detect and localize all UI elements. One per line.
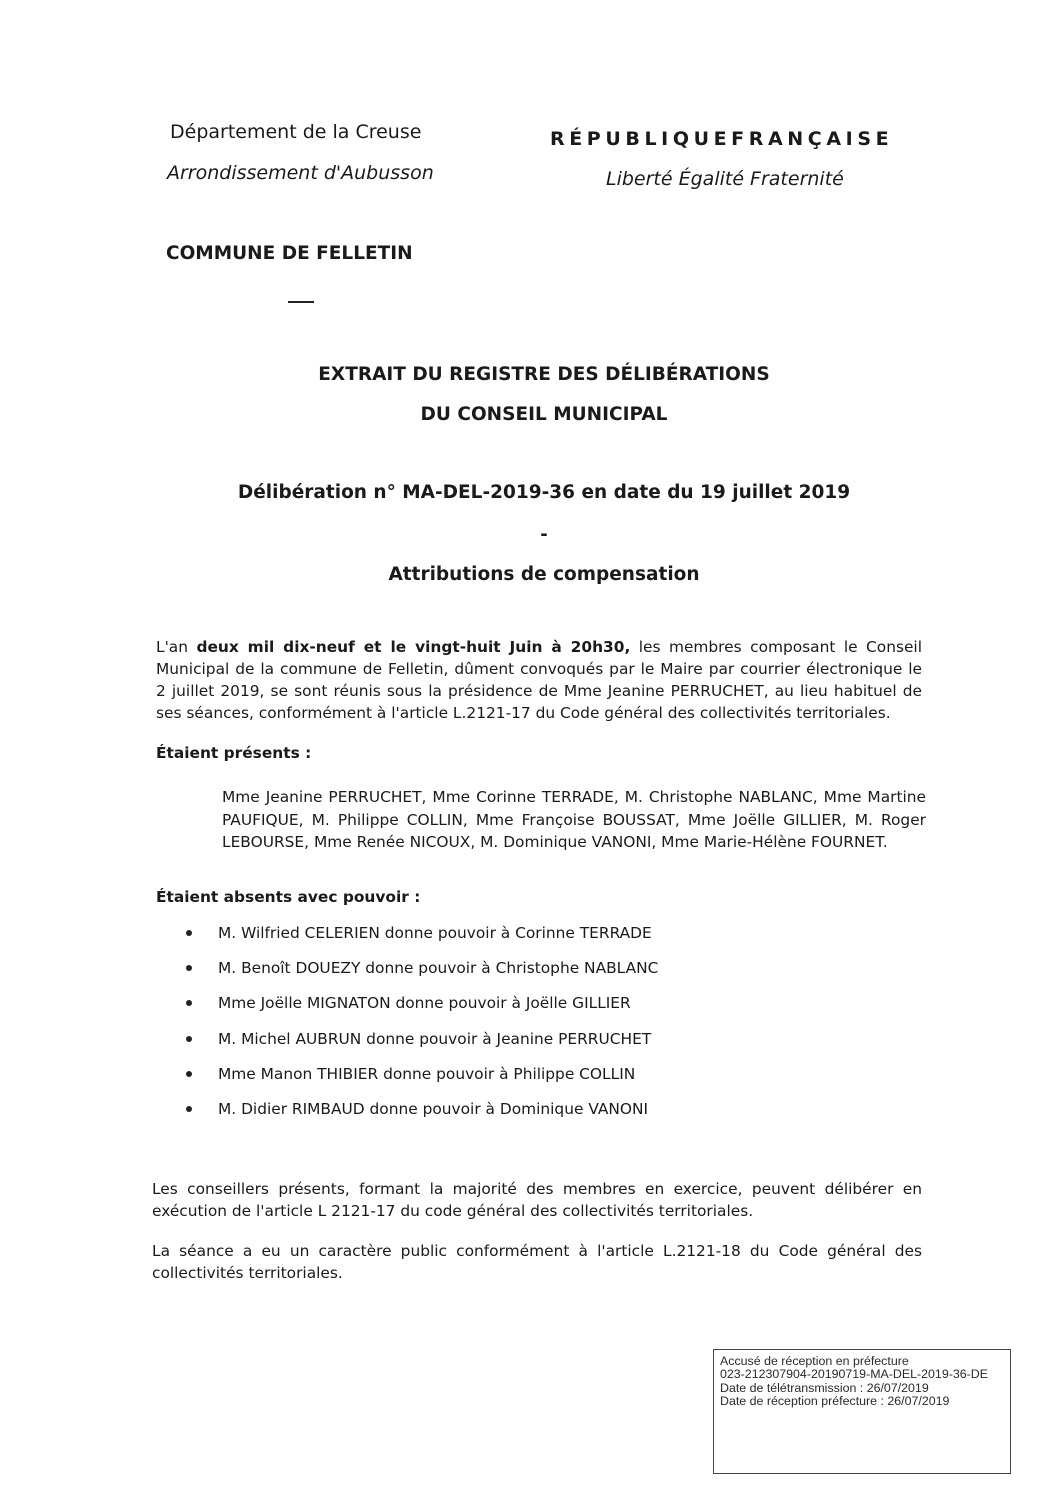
stamp-line-4: Date de réception préfecture : 26/07/2019 — [720, 1394, 950, 1409]
bullet-icon — [186, 1071, 192, 1077]
intro-date: deux mil dix-neuf et le vingt-huit Juin à 20h30, — [196, 638, 631, 656]
present-members: Mme Jeanine PERRUCHET, Mme Corinne TERRADE, M. Christophe NABLANC, Mme Martine PAUFIQUE, M. Philippe COLLIN, Mme Françoise BOUSSAT, Mme Joëlle GILLIER, M. Roger LEBOURSE, Mme Renée NICOUX, M. Dominique VANONI, Mme Marie-Hélène FOURNET. — [222, 788, 926, 851]
stamp-line-3: Date de télétransmission : 26/07/2019 — [720, 1380, 929, 1395]
list-item — [186, 924, 658, 959]
stamp-line-2: 023-212307904-20190719-MA-DEL-2019-36-DE — [720, 1367, 988, 1382]
bullet-icon — [186, 1000, 192, 1006]
deliberation-number: Délibération n° MA-DEL-2019-36 en date du 19 juillet 2019 — [237, 482, 851, 503]
intro-paragraph — [156, 636, 922, 724]
absent-list — [186, 924, 658, 1135]
republic-title: RÉPUBLIQUEFRANÇAISE — [550, 128, 894, 150]
absent-item-text: M. Michel AUBRUN donne pouvoir à Jeanine PERRUCHET — [218, 1029, 652, 1048]
bullet-icon — [186, 930, 192, 936]
present-label: Étaient présents : — [156, 744, 312, 762]
list-item — [186, 959, 658, 994]
header-divider — [288, 301, 314, 303]
absent-item-text: Mme Joëlle MIGNATON donne pouvoir à Joëlle GILLIER — [218, 994, 631, 1013]
arrondissement-label: Arrondissement d'Aubusson — [167, 162, 434, 184]
bullet-icon — [186, 965, 192, 971]
bullet-icon — [186, 1106, 192, 1112]
absent-item-text: Mme Manon THIBIER donne pouvoir à Philippe COLLIN — [218, 1064, 636, 1083]
deliberation-subject: Attributions de compensation — [388, 564, 700, 585]
prefecture-receipt-stamp — [713, 1349, 1011, 1474]
commune-name: COMMUNE DE FELLETIN — [166, 243, 413, 264]
list-item — [186, 994, 658, 1029]
public-session-paragraph: La séance a eu un caractère public conformément à l'article L.2121-18 du Code général des collectivités territoriales. — [152, 1242, 922, 1282]
department-label: Département de la Creuse — [170, 121, 422, 143]
bullet-icon — [186, 1036, 192, 1042]
absent-item-text: M. Wilfried CELERIEN donne pouvoir à Corinne TERRADE — [218, 924, 652, 942]
list-item — [186, 1030, 658, 1065]
absent-item-text: M. Benoît DOUEZY donne pouvoir à Christophe NABLANC — [218, 959, 659, 978]
list-item — [186, 1065, 658, 1100]
title-separator: - — [540, 524, 548, 545]
register-title-line2: DU CONSEIL MUNICIPAL — [420, 404, 668, 425]
republic-motto: Liberté Égalité Fraternité — [606, 168, 844, 190]
absent-label: Étaient absents avec pouvoir : — [156, 888, 421, 906]
absent-item-text: M. Didier RIMBAUD donne pouvoir à Dominique VANONI — [218, 1099, 649, 1118]
intro-prefix: L'an — [156, 638, 197, 656]
quorum-paragraph: Les conseillers présents, formant la majorité des membres en exercice, peuvent délibérer en exécution de l'article L 2121-17 du code général des collectivités territoriales. — [152, 1180, 922, 1220]
list-item — [186, 1100, 658, 1135]
register-title-line1: EXTRAIT DU REGISTRE DES DÉLIBÉRATIONS — [318, 364, 770, 385]
stamp-line-1: Accusé de réception en préfecture — [720, 1354, 909, 1368]
intro-rest: les membres composant le Conseil Municipal de la commune de Felletin, dûment convoqués par le Maire par courrier électronique le 2 juillet 2019, se sont réunis sous la présidence de Mme Jeanine PERRUCHET, au lieu habituel de ses séances, conformément à l'article L.2121-17 du Code général des collectivités territoriales. — [156, 638, 922, 722]
